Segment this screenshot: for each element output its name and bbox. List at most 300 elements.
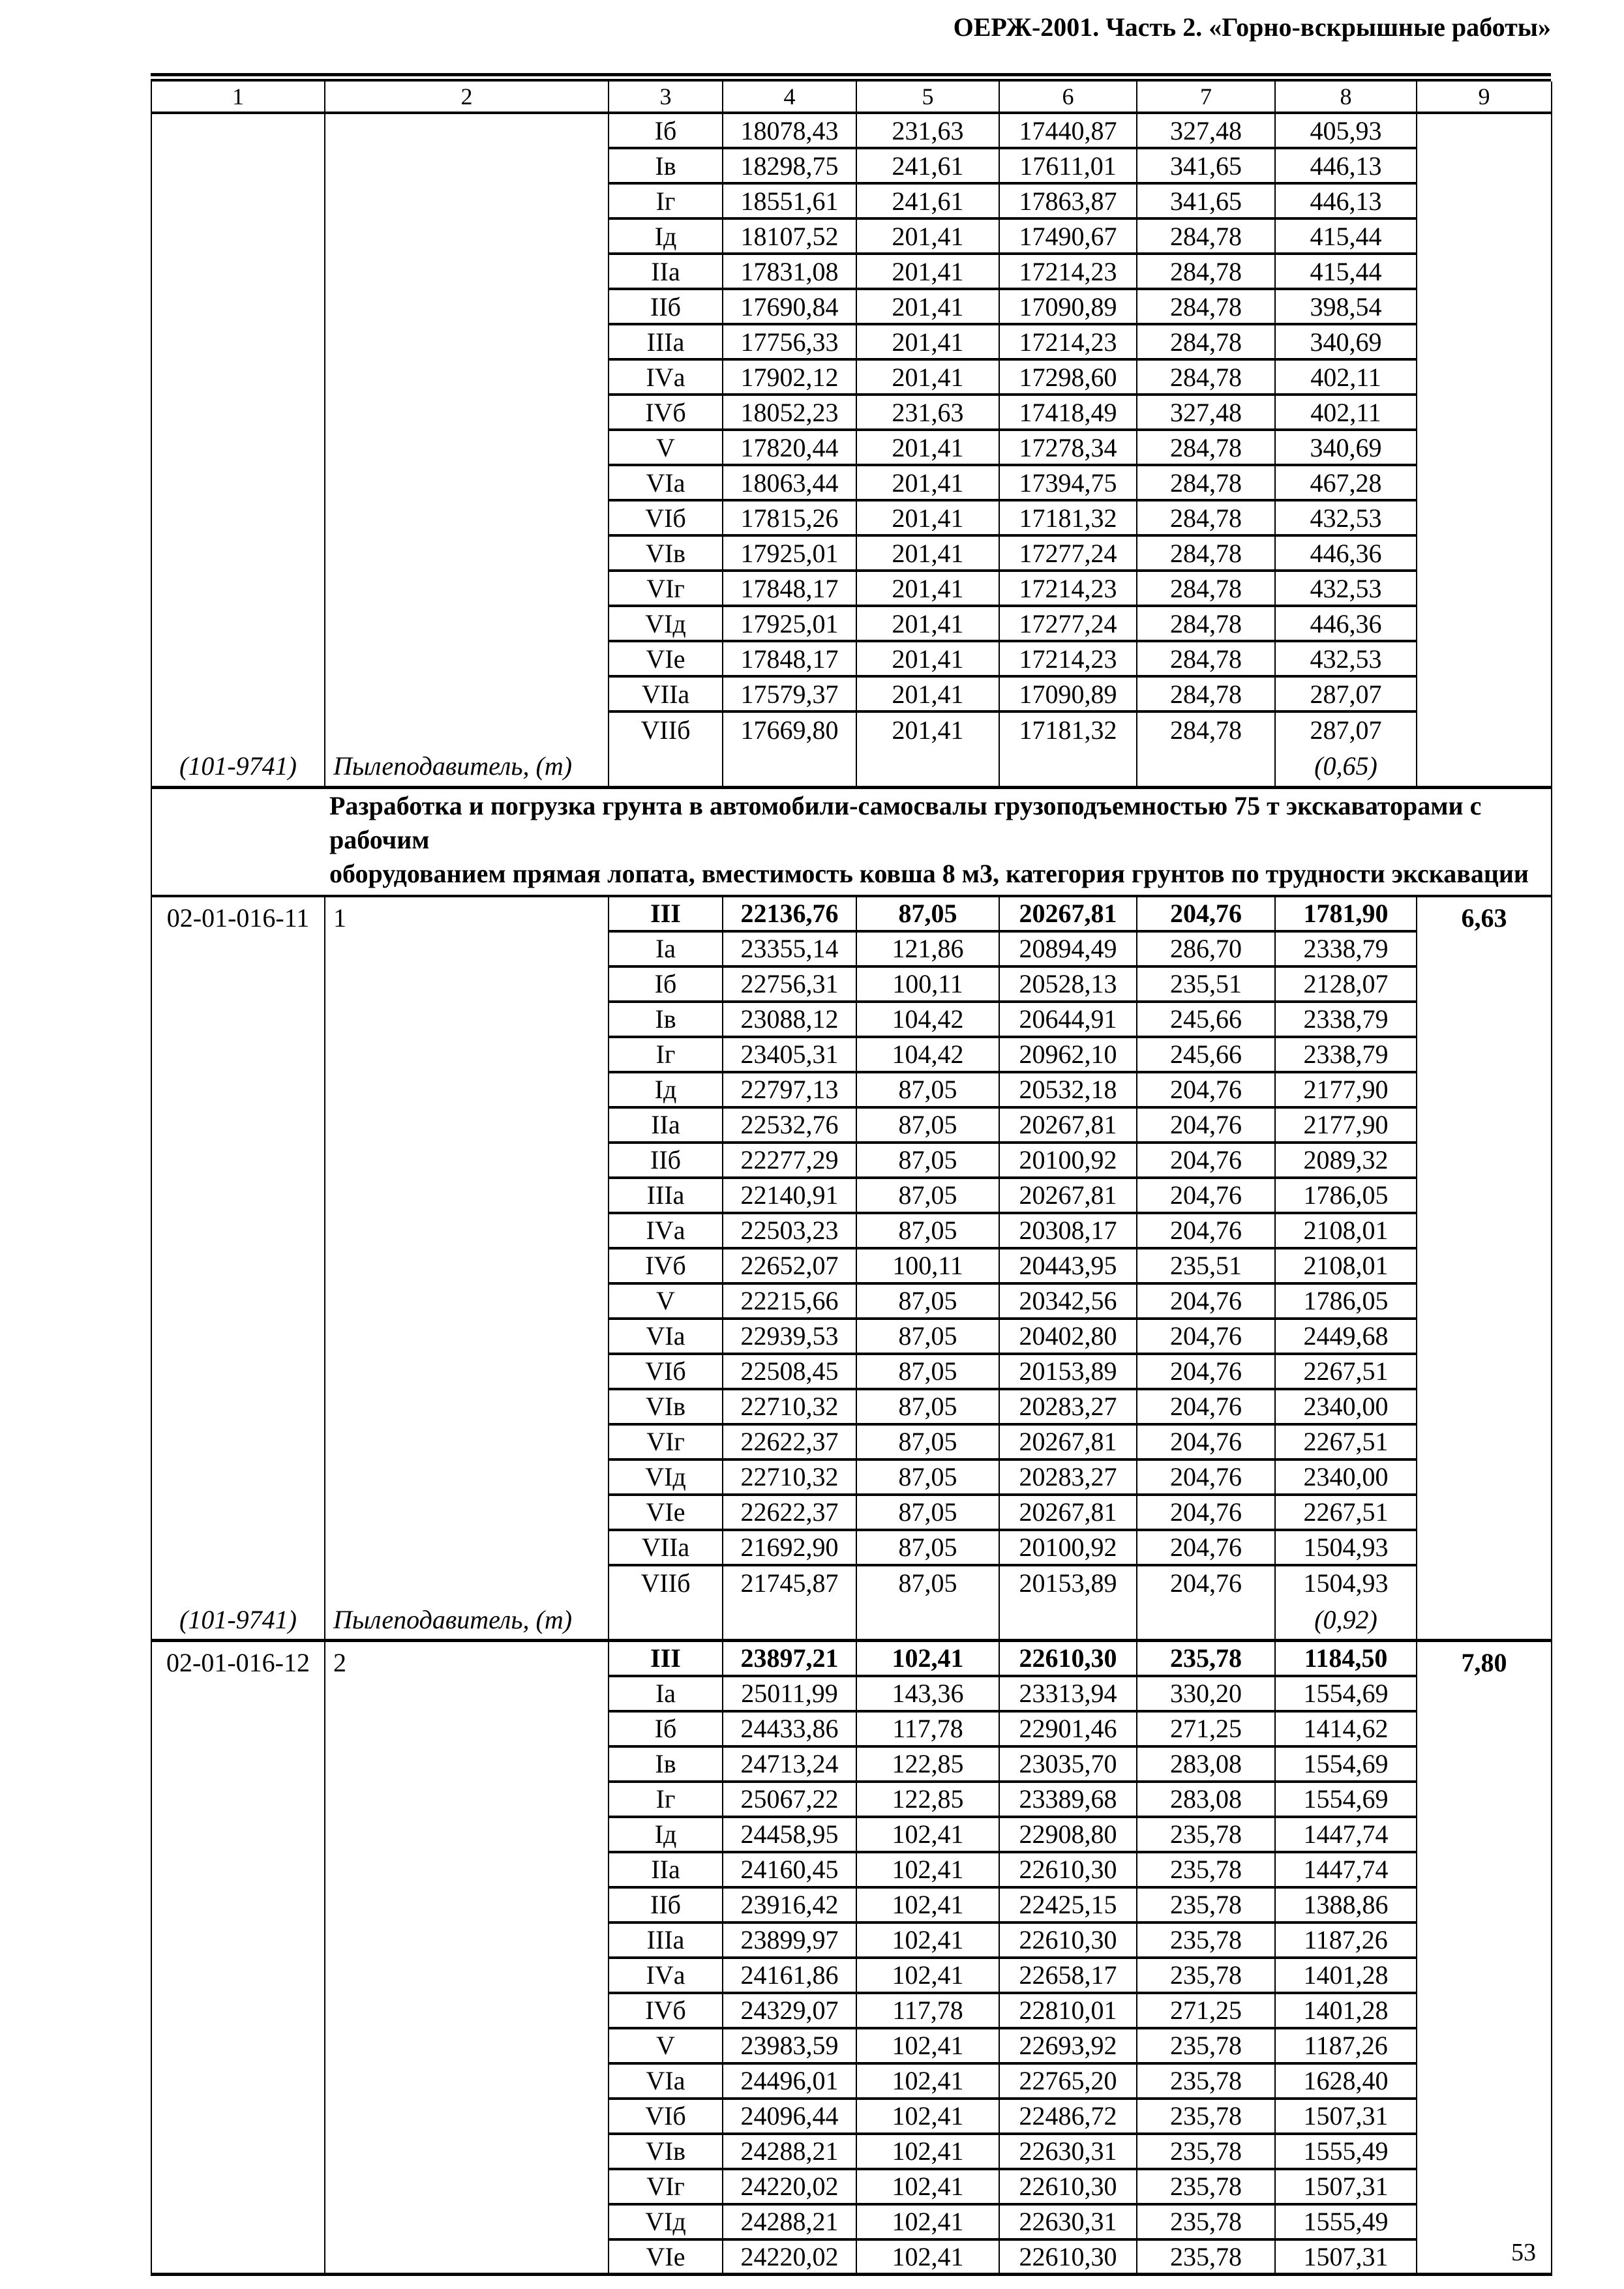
value-cell: 271,25 xyxy=(1137,1711,1275,1746)
table-row xyxy=(151,1641,1552,1676)
value-cell: 17815,26 xyxy=(723,500,856,535)
value-cell: 22658,17 xyxy=(999,1958,1137,1993)
value-cell: 18551,61 xyxy=(723,183,856,218)
value-cell: 204,76 xyxy=(1137,1389,1275,1424)
value-cell: 102,41 xyxy=(856,2169,999,2204)
value-cell: 22622,37 xyxy=(723,1424,856,1459)
category-cell: Iд xyxy=(609,1072,723,1107)
category-cell: IVа xyxy=(609,1958,723,1993)
value-cell: 102,41 xyxy=(856,1852,999,1887)
value-cell: 405,93 xyxy=(1275,113,1417,148)
value-cell: 235,78 xyxy=(1137,2204,1275,2239)
value-cell: 20153,89 xyxy=(999,1354,1137,1389)
value-cell: 432,53 xyxy=(1275,571,1417,606)
value-cell: 102,41 xyxy=(856,2028,999,2063)
category-cell: Iг xyxy=(609,1037,723,1072)
value-cell: 204,76 xyxy=(1137,1530,1275,1565)
value-cell: 20308,17 xyxy=(999,1213,1137,1248)
empty-cell xyxy=(723,747,856,787)
value-cell: 20342,56 xyxy=(999,1283,1137,1319)
value-cell: 20153,89 xyxy=(999,1565,1137,1600)
value-cell: 22532,76 xyxy=(723,1107,856,1143)
category-cell: Iа xyxy=(609,931,723,966)
category-cell: Iв xyxy=(609,1746,723,1782)
value-cell: 446,13 xyxy=(1275,148,1417,183)
additive-code-cell: (101-9741) xyxy=(151,1600,325,1641)
value-cell: 18298,75 xyxy=(723,148,856,183)
additive-value-cell: (0,92) xyxy=(1275,1600,1417,1641)
value-cell: 20267,81 xyxy=(999,1107,1137,1143)
value-cell: 87,05 xyxy=(856,1530,999,1565)
value-cell: 284,78 xyxy=(1137,606,1275,641)
value-cell: 235,51 xyxy=(1137,966,1275,1002)
value-cell: 284,78 xyxy=(1137,324,1275,359)
value-cell: 1555,49 xyxy=(1275,2204,1417,2239)
value-cell: 284,78 xyxy=(1137,571,1275,606)
value-cell: 17298,60 xyxy=(999,359,1137,395)
value-cell: 20267,81 xyxy=(999,1495,1137,1530)
category-cell: IVб xyxy=(609,1993,723,2028)
page-number: 53 xyxy=(1511,2239,1536,2266)
param-cell: 2 xyxy=(325,1641,609,2275)
value-cell: 17490,67 xyxy=(999,218,1137,254)
category-cell: IIб xyxy=(609,1143,723,1178)
value-cell: 102,41 xyxy=(856,1922,999,1958)
value-cell: 24458,95 xyxy=(723,1817,856,1852)
value-cell: 241,61 xyxy=(856,148,999,183)
value-cell: 1554,69 xyxy=(1275,1746,1417,1782)
value-cell: 23035,70 xyxy=(999,1746,1137,1782)
value-cell: 87,05 xyxy=(856,896,999,931)
value-cell: 21692,90 xyxy=(723,1530,856,1565)
value-cell: 235,78 xyxy=(1137,2239,1275,2275)
section-title-row xyxy=(151,787,1552,896)
value-cell: 1187,26 xyxy=(1275,2028,1417,2063)
value-cell: 122,85 xyxy=(856,1782,999,1817)
value-cell: 17902,12 xyxy=(723,359,856,395)
value-cell: 235,78 xyxy=(1137,1852,1275,1887)
value-cell: 1507,31 xyxy=(1275,2239,1417,2275)
value-cell: 121,86 xyxy=(856,931,999,966)
value-cell: 1507,31 xyxy=(1275,2099,1417,2134)
value-cell: 20283,27 xyxy=(999,1389,1137,1424)
value-cell: 17418,49 xyxy=(999,395,1137,430)
category-cell: III xyxy=(609,896,723,931)
category-cell: VIIб xyxy=(609,711,723,747)
consumption-cell: 7,80 xyxy=(1417,1641,1552,2275)
value-cell: 100,11 xyxy=(856,966,999,1002)
value-cell: 20100,92 xyxy=(999,1530,1137,1565)
empty-cell xyxy=(999,1600,1137,1641)
value-cell: 23405,31 xyxy=(723,1037,856,1072)
value-cell: 17181,32 xyxy=(999,500,1137,535)
column-header-cell: 9 xyxy=(1417,82,1552,113)
value-cell: 17440,87 xyxy=(999,113,1137,148)
value-cell: 87,05 xyxy=(856,1107,999,1143)
value-cell: 2089,32 xyxy=(1275,1143,1417,1178)
value-cell: 284,78 xyxy=(1137,711,1275,747)
category-cell: VIIа xyxy=(609,1530,723,1565)
value-cell: 2128,07 xyxy=(1275,966,1417,1002)
value-cell: 24220,02 xyxy=(723,2169,856,2204)
category-cell: IIа xyxy=(609,1107,723,1143)
rate-code-cell: 02-01-016-11 xyxy=(151,896,325,1600)
value-cell: 415,44 xyxy=(1275,218,1417,254)
category-cell: Iг xyxy=(609,1782,723,1817)
value-cell: 17848,17 xyxy=(723,571,856,606)
value-cell: 117,78 xyxy=(856,1993,999,2028)
value-cell: 17863,87 xyxy=(999,183,1137,218)
value-cell: 20528,13 xyxy=(999,966,1137,1002)
value-cell: 204,76 xyxy=(1137,1354,1275,1389)
value-cell: 20532,18 xyxy=(999,1072,1137,1107)
category-cell: VIIа xyxy=(609,676,723,711)
value-cell: 1401,28 xyxy=(1275,1993,1417,2028)
table-row xyxy=(151,113,1552,148)
value-cell: 20402,80 xyxy=(999,1319,1137,1354)
value-cell: 22693,92 xyxy=(999,2028,1137,2063)
value-cell: 17214,23 xyxy=(999,641,1137,676)
value-cell: 24096,44 xyxy=(723,2099,856,2134)
value-cell: 1401,28 xyxy=(1275,1958,1417,1993)
value-cell: 340,69 xyxy=(1275,430,1417,465)
category-cell: IVа xyxy=(609,359,723,395)
value-cell: 2338,79 xyxy=(1275,1037,1417,1072)
value-cell: 24713,24 xyxy=(723,1746,856,1782)
value-cell: 17669,80 xyxy=(723,711,856,747)
value-cell: 2177,90 xyxy=(1275,1107,1417,1143)
category-cell: V xyxy=(609,1283,723,1319)
value-cell: 2267,51 xyxy=(1275,1424,1417,1459)
value-cell: 341,65 xyxy=(1137,183,1275,218)
category-cell: IIIа xyxy=(609,324,723,359)
value-cell: 87,05 xyxy=(856,1319,999,1354)
value-cell: 102,41 xyxy=(856,2063,999,2099)
category-cell: Iд xyxy=(609,1817,723,1852)
value-cell: 87,05 xyxy=(856,1459,999,1495)
value-cell: 17611,01 xyxy=(999,148,1137,183)
consumption-cell: 6,63 xyxy=(1417,896,1552,1600)
value-cell: 20644,91 xyxy=(999,1002,1137,1037)
value-cell: 340,69 xyxy=(1275,324,1417,359)
value-cell: 17925,01 xyxy=(723,535,856,571)
value-cell: 22610,30 xyxy=(999,2169,1137,2204)
value-cell: 24220,02 xyxy=(723,2239,856,2275)
value-cell: 245,66 xyxy=(1137,1002,1275,1037)
value-cell: 22136,76 xyxy=(723,896,856,931)
value-cell: 245,66 xyxy=(1137,1037,1275,1072)
value-cell: 204,76 xyxy=(1137,1178,1275,1213)
value-cell: 22215,66 xyxy=(723,1283,856,1319)
value-cell: 17579,37 xyxy=(723,676,856,711)
category-cell: VIе xyxy=(609,1495,723,1530)
value-cell: 204,76 xyxy=(1137,1565,1275,1600)
column-header-cell: 5 xyxy=(856,82,999,113)
table-top-double-rule xyxy=(151,73,1551,82)
value-cell: 143,36 xyxy=(856,1676,999,1711)
value-cell: 201,41 xyxy=(856,641,999,676)
value-cell: 446,13 xyxy=(1275,183,1417,218)
value-cell: 235,78 xyxy=(1137,2134,1275,2169)
column-header-cell: 4 xyxy=(723,82,856,113)
value-cell: 17925,01 xyxy=(723,606,856,641)
value-cell: 17690,84 xyxy=(723,289,856,324)
value-cell: 287,07 xyxy=(1275,676,1417,711)
value-cell: 102,41 xyxy=(856,1887,999,1922)
value-cell: 87,05 xyxy=(856,1143,999,1178)
value-cell: 22797,13 xyxy=(723,1072,856,1107)
value-cell: 402,11 xyxy=(1275,395,1417,430)
value-cell: 284,78 xyxy=(1137,676,1275,711)
value-cell: 20962,10 xyxy=(999,1037,1137,1072)
value-cell: 87,05 xyxy=(856,1072,999,1107)
value-cell: 17820,44 xyxy=(723,430,856,465)
category-cell: VIд xyxy=(609,1459,723,1495)
category-cell: VIд xyxy=(609,606,723,641)
value-cell: 22939,53 xyxy=(723,1319,856,1354)
value-cell: 22610,30 xyxy=(999,2239,1137,2275)
category-cell: VIб xyxy=(609,1354,723,1389)
value-cell: 24329,07 xyxy=(723,1993,856,2028)
category-cell: IVа xyxy=(609,1213,723,1248)
value-cell: 102,41 xyxy=(856,1958,999,1993)
additive-value-cell: (0,65) xyxy=(1275,747,1417,787)
value-cell: 102,41 xyxy=(856,1817,999,1852)
value-cell: 20267,81 xyxy=(999,1424,1137,1459)
value-cell: 446,36 xyxy=(1275,606,1417,641)
additive-code-cell: (101-9741) xyxy=(151,747,325,787)
value-cell: 446,36 xyxy=(1275,535,1417,571)
value-cell: 87,05 xyxy=(856,1283,999,1319)
rates-table xyxy=(151,82,1552,2276)
value-cell: 1184,50 xyxy=(1275,1641,1417,1676)
value-cell: 2108,01 xyxy=(1275,1248,1417,1283)
value-cell: 432,53 xyxy=(1275,500,1417,535)
category-cell: VIв xyxy=(609,535,723,571)
value-cell: 204,76 xyxy=(1137,1424,1275,1459)
category-cell: V xyxy=(609,430,723,465)
value-cell: 204,76 xyxy=(1137,1213,1275,1248)
category-cell: III xyxy=(609,1641,723,1676)
category-cell: Iб xyxy=(609,113,723,148)
consumption-cell xyxy=(1417,113,1552,747)
value-cell: 341,65 xyxy=(1137,148,1275,183)
category-cell: V xyxy=(609,2028,723,2063)
value-cell: 22508,45 xyxy=(723,1354,856,1389)
value-cell: 23983,59 xyxy=(723,2028,856,2063)
category-cell: Iб xyxy=(609,966,723,1002)
empty-cell xyxy=(723,1600,856,1641)
category-cell: VIа xyxy=(609,1319,723,1354)
value-cell: 201,41 xyxy=(856,535,999,571)
value-cell: 87,05 xyxy=(856,1565,999,1600)
value-cell: 23389,68 xyxy=(999,1782,1137,1817)
value-cell: 235,78 xyxy=(1137,1641,1275,1676)
value-cell: 235,78 xyxy=(1137,1887,1275,1922)
value-cell: 22810,01 xyxy=(999,1993,1137,2028)
column-header-cell: 6 xyxy=(999,82,1137,113)
value-cell: 2108,01 xyxy=(1275,1213,1417,1248)
value-cell: 17214,23 xyxy=(999,254,1137,289)
value-cell: 20443,95 xyxy=(999,1248,1137,1283)
value-cell: 327,48 xyxy=(1137,395,1275,430)
value-cell: 286,70 xyxy=(1137,931,1275,966)
value-cell: 87,05 xyxy=(856,1354,999,1389)
value-cell: 23916,42 xyxy=(723,1887,856,1922)
category-cell: VIIб xyxy=(609,1565,723,1600)
value-cell: 21745,87 xyxy=(723,1565,856,1600)
value-cell: 235,78 xyxy=(1137,1817,1275,1852)
value-cell: 22630,31 xyxy=(999,2134,1137,2169)
value-cell: 201,41 xyxy=(856,359,999,395)
value-cell: 284,78 xyxy=(1137,500,1275,535)
value-cell: 284,78 xyxy=(1137,359,1275,395)
value-cell: 104,42 xyxy=(856,1037,999,1072)
value-cell: 22503,23 xyxy=(723,1213,856,1248)
value-cell: 235,78 xyxy=(1137,1958,1275,1993)
value-cell: 104,42 xyxy=(856,1002,999,1037)
value-cell: 17090,89 xyxy=(999,676,1137,711)
value-cell: 231,63 xyxy=(856,395,999,430)
value-cell: 1554,69 xyxy=(1275,1782,1417,1817)
value-cell: 100,11 xyxy=(856,1248,999,1283)
category-cell: VIг xyxy=(609,1424,723,1459)
category-cell: IIIа xyxy=(609,1178,723,1213)
category-cell: VIв xyxy=(609,2134,723,2169)
value-cell: 117,78 xyxy=(856,1711,999,1746)
column-header-cell: 8 xyxy=(1275,82,1417,113)
value-cell: 1447,74 xyxy=(1275,1852,1417,1887)
value-cell: 102,41 xyxy=(856,2239,999,2275)
value-cell: 17831,08 xyxy=(723,254,856,289)
value-cell: 204,76 xyxy=(1137,1495,1275,1530)
value-cell: 204,76 xyxy=(1137,1072,1275,1107)
category-cell: VIг xyxy=(609,2169,723,2204)
value-cell: 1504,93 xyxy=(1275,1530,1417,1565)
value-cell: 22425,15 xyxy=(999,1887,1137,1922)
column-header-row xyxy=(151,82,1552,113)
value-cell: 20267,81 xyxy=(999,1178,1137,1213)
value-cell: 102,41 xyxy=(856,2134,999,2169)
value-cell: 22277,29 xyxy=(723,1143,856,1178)
value-cell: 432,53 xyxy=(1275,641,1417,676)
empty-cell xyxy=(1417,747,1552,787)
value-cell: 23313,94 xyxy=(999,1676,1137,1711)
category-cell: IIIа xyxy=(609,1922,723,1958)
category-cell: IIб xyxy=(609,289,723,324)
value-cell: 2449,68 xyxy=(1275,1319,1417,1354)
value-cell: 284,78 xyxy=(1137,218,1275,254)
category-cell: Iв xyxy=(609,148,723,183)
value-cell: 22652,07 xyxy=(723,1248,856,1283)
value-cell: 24288,21 xyxy=(723,2134,856,2169)
value-cell: 201,41 xyxy=(856,430,999,465)
value-cell: 330,20 xyxy=(1137,1676,1275,1711)
value-cell: 283,08 xyxy=(1137,1746,1275,1782)
column-header-cell: 7 xyxy=(1137,82,1275,113)
category-cell: IIа xyxy=(609,1852,723,1887)
value-cell: 22710,32 xyxy=(723,1459,856,1495)
category-cell: Iд xyxy=(609,218,723,254)
value-cell: 2338,79 xyxy=(1275,931,1417,966)
value-cell: 284,78 xyxy=(1137,289,1275,324)
value-cell: 87,05 xyxy=(856,1213,999,1248)
category-cell: Iб xyxy=(609,1711,723,1746)
value-cell: 18078,43 xyxy=(723,113,856,148)
value-cell: 284,78 xyxy=(1137,535,1275,571)
column-header-cell: 2 xyxy=(325,82,609,113)
value-cell: 1781,90 xyxy=(1275,896,1417,931)
value-cell: 1447,74 xyxy=(1275,1817,1417,1852)
value-cell: 402,11 xyxy=(1275,359,1417,395)
value-cell: 204,76 xyxy=(1137,1283,1275,1319)
value-cell: 287,07 xyxy=(1275,711,1417,747)
value-cell: 23897,21 xyxy=(723,1641,856,1676)
value-cell: 467,28 xyxy=(1275,465,1417,500)
value-cell: 204,76 xyxy=(1137,896,1275,931)
value-cell: 1786,05 xyxy=(1275,1178,1417,1213)
value-cell: 284,78 xyxy=(1137,641,1275,676)
category-cell: VIг xyxy=(609,571,723,606)
value-cell: 22630,31 xyxy=(999,2204,1137,2239)
value-cell: 204,76 xyxy=(1137,1459,1275,1495)
value-cell: 241,61 xyxy=(856,183,999,218)
value-cell: 102,41 xyxy=(856,1641,999,1676)
value-cell: 23355,14 xyxy=(723,931,856,966)
value-cell: 235,78 xyxy=(1137,1922,1275,1958)
category-cell: Iа xyxy=(609,1676,723,1711)
value-cell: 23899,97 xyxy=(723,1922,856,1958)
additive-row xyxy=(151,1600,1552,1641)
value-cell: 17277,24 xyxy=(999,535,1137,571)
value-cell: 24496,01 xyxy=(723,2063,856,2099)
value-cell: 17214,23 xyxy=(999,324,1137,359)
value-cell: 22622,37 xyxy=(723,1495,856,1530)
value-cell: 284,78 xyxy=(1137,254,1275,289)
empty-cell xyxy=(999,747,1137,787)
value-cell: 25011,99 xyxy=(723,1676,856,1711)
value-cell: 24161,86 xyxy=(723,1958,856,1993)
value-cell: 17181,32 xyxy=(999,711,1137,747)
value-cell: 87,05 xyxy=(856,1424,999,1459)
value-cell: 22140,91 xyxy=(723,1178,856,1213)
value-cell: 235,78 xyxy=(1137,2169,1275,2204)
column-header-cell: 3 xyxy=(609,82,723,113)
param-cell: 1 xyxy=(325,896,609,1600)
value-cell: 284,78 xyxy=(1137,465,1275,500)
additive-name-cell: Пылеподавитель, (т) xyxy=(325,1600,609,1641)
value-cell: 201,41 xyxy=(856,324,999,359)
value-cell: 204,76 xyxy=(1137,1143,1275,1178)
value-cell: 22610,30 xyxy=(999,1922,1137,1958)
category-cell: Iв xyxy=(609,1002,723,1037)
value-cell: 22710,32 xyxy=(723,1389,856,1424)
value-cell: 17278,34 xyxy=(999,430,1137,465)
table-row xyxy=(151,896,1552,931)
value-cell: 235,78 xyxy=(1137,2028,1275,2063)
value-cell: 22908,80 xyxy=(999,1817,1137,1852)
value-cell: 271,25 xyxy=(1137,1993,1275,2028)
empty-cell xyxy=(856,747,999,787)
value-cell: 17277,24 xyxy=(999,606,1137,641)
value-cell: 235,78 xyxy=(1137,2099,1275,2134)
category-cell: IVб xyxy=(609,1248,723,1283)
value-cell: 2177,90 xyxy=(1275,1072,1417,1107)
empty-cell xyxy=(1137,1600,1275,1641)
value-cell: 20283,27 xyxy=(999,1459,1137,1495)
value-cell: 87,05 xyxy=(856,1389,999,1424)
rate-code-cell xyxy=(151,113,325,747)
